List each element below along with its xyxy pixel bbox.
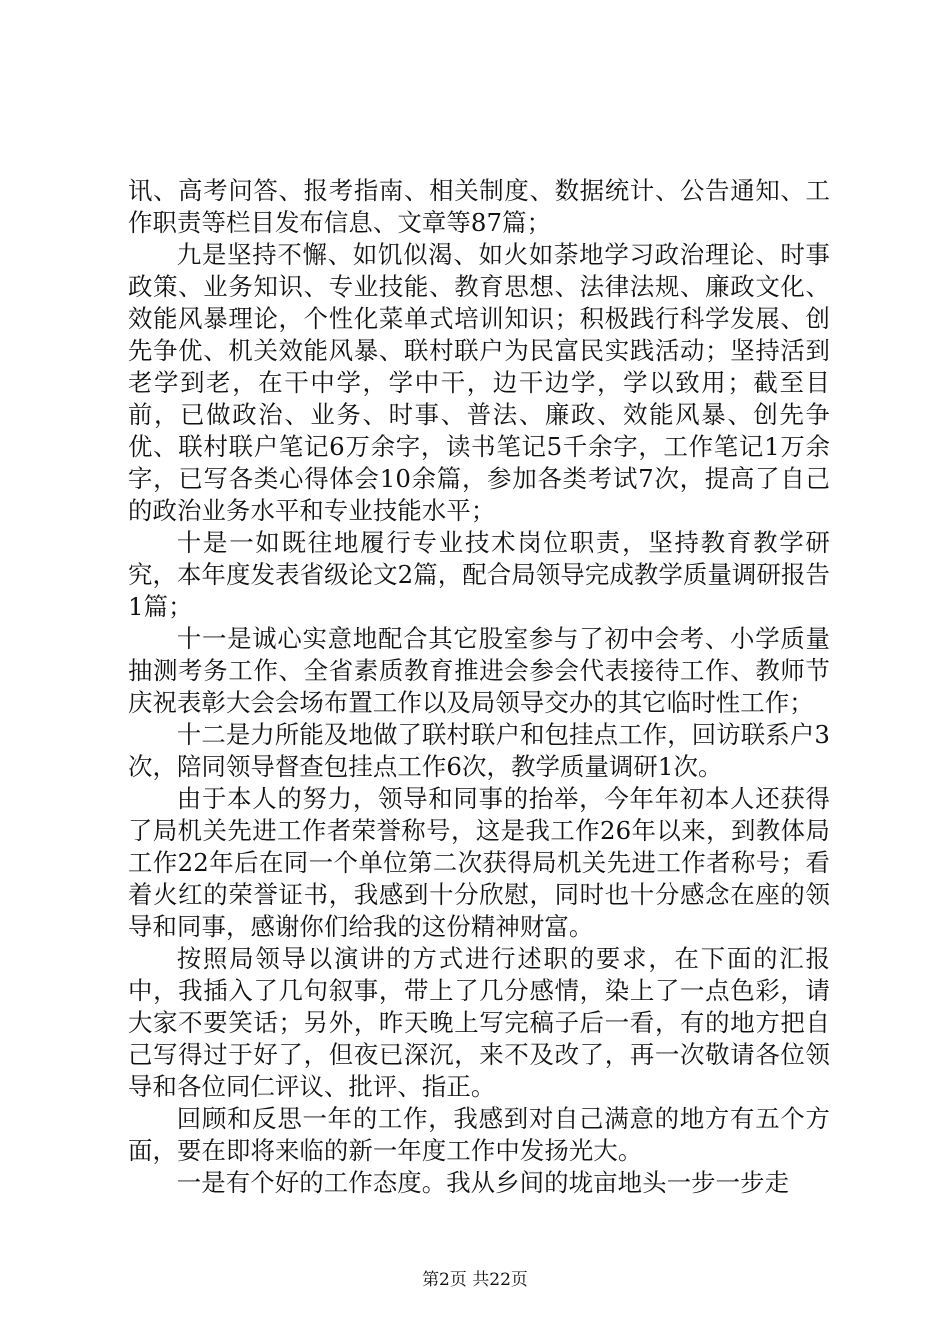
document-body	[128, 175, 830, 1199]
paragraph-7: 按照局领导以演讲的方式进行述职的要求，在下面的汇报中，我插入了几句叙事，带上了几分感情，染上了一点色彩，请大家不要笑话；另外，昨天晚上写完稿子后一看，有的地方把自己写得过于好了，但夜已深沉，来不及改了，再一次敬请各位领导和各位同仁评议、批评、指正。	[128, 944, 830, 1101]
paragraph-4: 十一是诚心实意地配合其它股室参与了初中会考、小学质量抽测考务工作、全省素质教育推进会参会代表接待工作、教师节庆祝表彰大会会场布置工作以及局领导交办的其它临时性工作；	[128, 624, 830, 717]
paragraph-3: 十是一如既往地履行专业技术岗位职责，坚持教育教学研究，本年度发表省级论文2篇，配合局领导完成教学质量调研报告1篇；	[128, 528, 830, 621]
paragraph-1: 讯、高考问答、报考指南、相关制度、数据统计、公告通知、工作职责等栏目发布信息、文章等87篇；	[128, 176, 830, 237]
paragraph-6: 由于本人的努力，领导和同事的抬举，今年年初本人还获得了局机关先进工作者荣誉称号，这是我工作26年以来，到教体局工作22年后在同一个单位第二次获得局机关先进工作者称号；看着火红的荣誉证书，我感到十分欣慰，同时也十分感念在座的领导和同事，感谢你们给我的这份精神财富。	[128, 784, 830, 941]
paragraph-8: 回顾和反思一年的工作，我感到对自己满意的地方有五个方面，要在即将来临的新一年度工作中发扬光大。	[128, 1104, 830, 1165]
paragraph-9: 一是有个好的工作态度。我从乡间的垅亩地头一步一步走	[176, 1168, 790, 1197]
paragraph-2: 九是坚持不懈、如饥似渴、如火如荼地学习政治理论、时事政策、业务知识、专业技能、教育思想、法律法规、廉政文化、效能风暴理论，个性化菜单式培训知识；积极践行科学发展、创先争优、机关效能风暴、联村联户为民富民实践活动；坚持活到老学到老，在干中学，学中干，边干边学，学以致用；截至目前，已做政治、业务、时事、普法、廉政、效能风暴、创先争优、联村联户笔记6万余字，读书笔记5千余字，工作笔记1万余字，已写各类心得体会10余篇，参加各类考试7次，提高了自己的政治业务水平和专业技能水平；	[128, 240, 830, 525]
page-footer: 第2页 共22页	[422, 1270, 528, 1290]
paragraph-5: 十二是力所能及地做了联村联户和包挂点工作，回访联系户3次，陪同领导督查包挂点工作6次，教学质量调研1次。	[128, 720, 830, 781]
